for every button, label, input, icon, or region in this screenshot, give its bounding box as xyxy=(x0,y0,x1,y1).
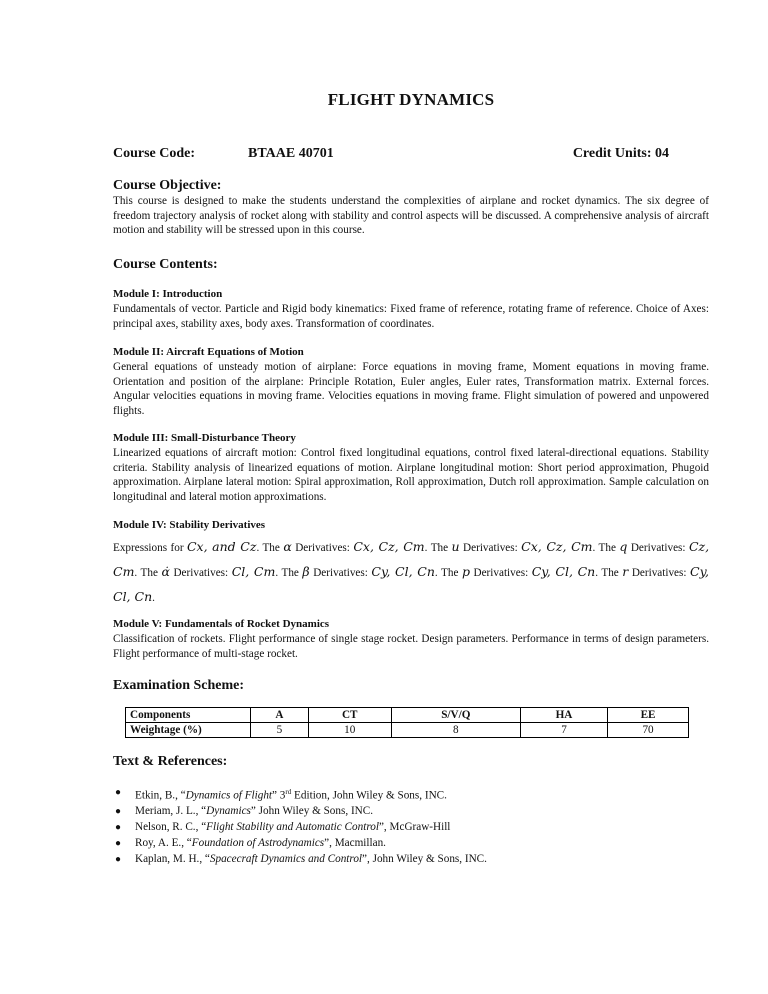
bullet-icon: ● xyxy=(115,853,122,865)
document-title: FLIGHT DYNAMICS xyxy=(327,90,495,109)
course-code-label: Course Code: xyxy=(113,146,196,161)
module-5-title: Module V: Fundamentals of Rocket Dynamics xyxy=(113,618,330,630)
course-objective-heading: Course Objective: xyxy=(113,178,222,193)
bullet-icon: ● xyxy=(115,787,122,798)
credit-units: Credit Units: 04 xyxy=(572,146,669,161)
module-1-text: Fundamentals of vector. Particle and Rigid body kinematics: Fixed frame of reference, rotating frame of reference. Choice of Axes: principal axes, stability axes, body axes. Transformation of coordinates. xyxy=(113,303,709,330)
module-3-title: Module III: Small-Disturbance Theory xyxy=(113,432,296,444)
module-2-text: General equations of unsteady motion of airplane: Force equations in moving frame, Moment equations in moving frame. Orientation and position of the airplane: Principle Rotation, Euler angles, Euler rates, Transformation matrix. External forces. Angular velocities equations in moving frame. Velocities equations in moving frame. Flight simulation of powered and unpowered flights. xyxy=(113,361,709,417)
module-4-title: Module IV: Stability Derivatives xyxy=(113,519,266,531)
list-item: ● Nelson, R. C., “Flight Stability and Automatic Control”, McGraw-Hill xyxy=(113,820,487,836)
module-4-text: Expressions for Cx, and Cz. The α Derivatives: Cx, Cz, Cm. The u Derivatives: Cx, Cz, Cm. The q Derivatives: Cz, Cm. The α̇ Derivatives: Cl, Cm. The β Derivatives: Cy, Cl, Cn. The p Derivatives: Cy, Cl, Cn. The r Derivatives: Cy, Cl, Cn. xyxy=(113,539,710,604)
module-2-title: Module II: Aircraft Equations of Motion xyxy=(113,346,304,358)
list-item: ● Roy, A. E., “Foundation of Astrodynamics”, Macmillan. xyxy=(113,836,487,852)
table-row: Components A CT S/V/Q HA EE xyxy=(126,708,689,723)
list-item: ● Meriam, J. L., “Dynamics” John Wiley & Sons, INC. xyxy=(113,804,487,820)
u-derivs: Cx, Cz, Cm xyxy=(521,539,593,554)
bullet-icon: ● xyxy=(115,822,122,834)
p-derivs: Cy, Cl, Cn xyxy=(531,564,596,579)
beta-derivs: Cy, Cl, Cn xyxy=(371,564,435,579)
module-3-text: Linearized equations of aircraft motion: Control fixed longitudinal equations, control fixed lateral-directional equations. Stability criteria. Stability analysis of linearized equations of motion. Airplane longitudinal motion: Short period approximation, Phugoid approximation. Airplane lateral motion: Spiral approximation, Roll approximation, Dutch roll approximation. Sample calculation on longitudinal and lateral motion approximations. xyxy=(113,447,709,503)
expr-math: Cx, and Cz xyxy=(186,539,257,554)
alpha-dot-derivs: Cl, Cm xyxy=(231,564,276,579)
table-row: Weightage (%) 5 10 8 7 70 xyxy=(126,723,689,738)
examination-scheme-table xyxy=(125,707,689,738)
course-code-value: BTAAE 40701 xyxy=(248,146,334,161)
course-contents-heading: Course Contents: xyxy=(113,257,218,272)
references-list xyxy=(113,785,487,867)
module-1-title: Module I: Introduction xyxy=(113,288,223,300)
list-item: ● Etkin, B., “Dynamics of Flight” 3rd Edition, John Wiley & Sons, INC. xyxy=(115,787,447,802)
q-derivs: Cz, Cm xyxy=(113,539,710,579)
bullet-icon: ● xyxy=(115,806,122,818)
examination-scheme-heading: Examination Scheme: xyxy=(113,678,245,693)
r-derivs: Cy, Cl, Cn xyxy=(113,564,709,604)
list-item: ● Kaplan, M. H., “Spacecraft Dynamics and Control”, John Wiley & Sons, INC. xyxy=(113,852,487,868)
bullet-icon: ● xyxy=(115,837,122,849)
course-objective-text: This course is designed to make the students understand the complexities of airplane and rocket dynamics. The six degree of freedom trajectory analysis of rocket along with stability and control aspects will be discussed. A comprehensive analysis of aircraft motion and stability will be stressed upon in this course. xyxy=(113,195,709,237)
alpha-derivs: Cx, Cz, Cm xyxy=(353,539,425,554)
module-5-text: Classification of rockets. Flight performance of single stage rocket. Design parameters. Performance in terms of design parameters. Flight performance of multi-stage rocket. xyxy=(113,633,709,660)
references-heading: Text & References: xyxy=(113,754,228,769)
